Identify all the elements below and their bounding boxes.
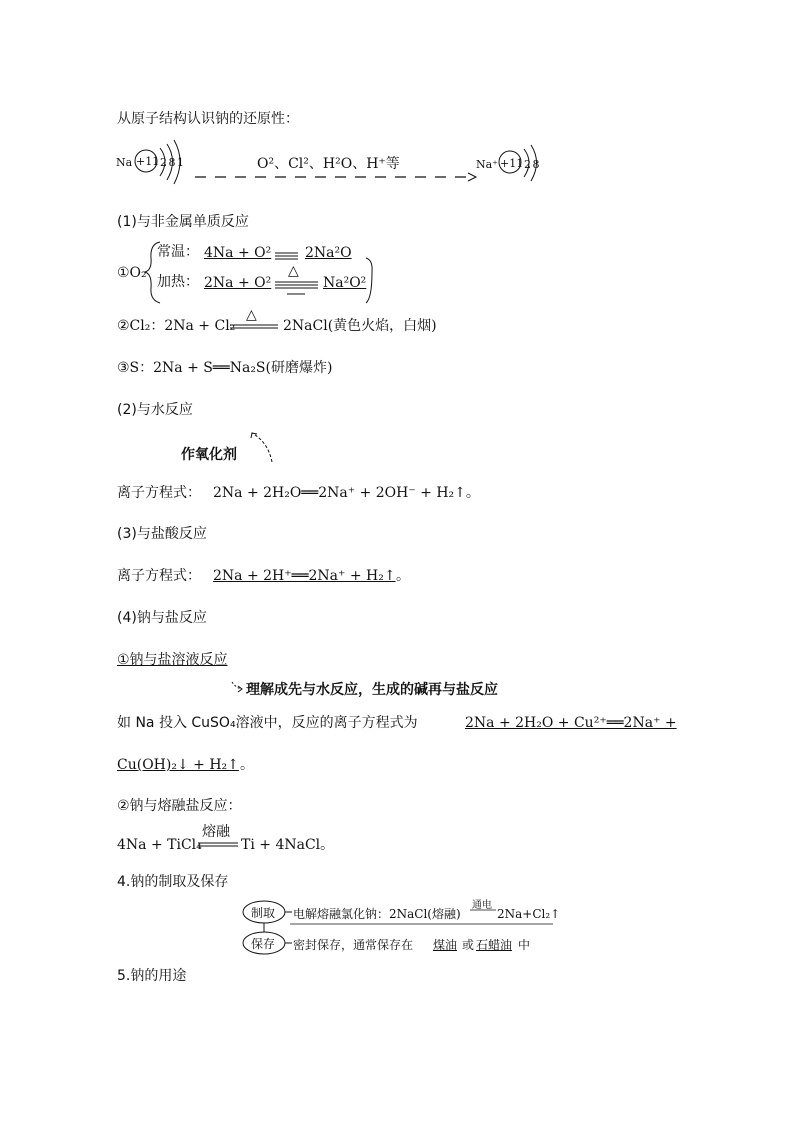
heat-symbol: △: [288, 263, 299, 279]
o2-heat-eq-left: 2Na + O²: [204, 275, 272, 291]
na-nucleus: +11: [136, 155, 160, 168]
salt-note: 理解成先与水反应，生成的碱再与盐反应: [246, 682, 498, 698]
store-text-c: 中: [518, 938, 531, 952]
o2-label: ①O₂: [117, 265, 147, 281]
s4-line1-eq: 2Na + 2H₂O + Cu²⁺══2Na⁺ +: [465, 715, 677, 731]
store-text-a: 密封保存，通常保存在: [293, 938, 414, 952]
o2-normal-eq-right: 2Na²O: [305, 245, 352, 261]
melt-condition: 熔融: [202, 824, 230, 840]
s2-eq-prefix: 离子方程式：: [117, 485, 201, 501]
produce-product: 2Na+Cl₂↑: [497, 907, 561, 921]
s4-sub1: ①钠与盐溶液反应: [117, 652, 228, 668]
box-store: 保存: [251, 937, 276, 951]
na-ion-shells: 2 8: [524, 158, 539, 171]
store-text-b: 或: [462, 938, 475, 952]
intro-text: 从原子结构认识钠的还原性：: [117, 111, 299, 127]
s1-title: (1)与非金属单质反应: [117, 214, 249, 230]
box-produce: 制取: [251, 906, 276, 920]
cl2-eq-left: ②Cl₂：2Na + Cl₂: [117, 318, 236, 334]
na-atom-label: Na: [116, 156, 133, 169]
s3-ionic-eq: 2Na + 2H⁺══2Na⁺ + H₂↑: [213, 568, 396, 584]
store-paraffin: 石蜡油: [476, 938, 513, 952]
na-ion-nucleus: +11: [500, 157, 524, 170]
s4-sub2: ②钠与熔融盐反应：: [117, 798, 242, 814]
na-ion-label: Na⁺: [476, 158, 498, 171]
s4-line1-prefix: 如 Na 投入 CuSO₄溶液中，反应的离子方程式为: [117, 715, 418, 731]
o2-heat-eq-right: Na²O²: [323, 275, 367, 291]
s2-title: (2)与水反应: [117, 402, 193, 418]
melt-eq-right: Ti + 4NaCl。: [241, 837, 335, 853]
melt-eq-left: 4Na + TiCl₄: [117, 837, 202, 853]
s5-title: 4.钠的制取及保存: [117, 874, 229, 890]
na-shells: 2 8 1: [160, 156, 183, 169]
store-kerosene: 煤油: [433, 938, 458, 952]
s2-ionic-eq: 2Na + 2H₂O══2Na⁺ + 2OH⁻ + H₂↑。: [213, 485, 480, 501]
s4-line2-eq: Cu(OH)₂↓ + H₂↑: [117, 757, 239, 773]
produce-condition: 通电: [472, 900, 492, 911]
oxidant-note: 作氧化剂: [181, 447, 237, 463]
s4-title: (4)钠与盐反应: [117, 610, 207, 626]
s3-eq-prefix: 离子方程式：: [117, 568, 201, 584]
cl2-eq-right: 2NaCl(黄色火焰，白烟): [283, 318, 437, 334]
s-eq: ③S：2Na + S══Na₂S(研磨爆炸): [117, 360, 333, 376]
s6-title: 5.钠的用途: [117, 968, 187, 984]
o2-normal-label: 常温：: [157, 244, 199, 260]
reagents: O²、Cl²、H²O、H⁺等: [257, 156, 400, 172]
o2-heat-label: 加热：: [157, 274, 199, 290]
s3-eq-end: 。: [396, 568, 410, 584]
o2-normal-eq-left: 4Na + O²: [204, 245, 272, 261]
produce-text: 电解熔融氯化钠：2NaCl(熔融): [293, 907, 461, 921]
s3-title: (3)与盐酸反应: [117, 526, 207, 542]
s4-line2-end: 。: [240, 757, 254, 773]
cl2-heat-symbol: △: [246, 307, 257, 323]
